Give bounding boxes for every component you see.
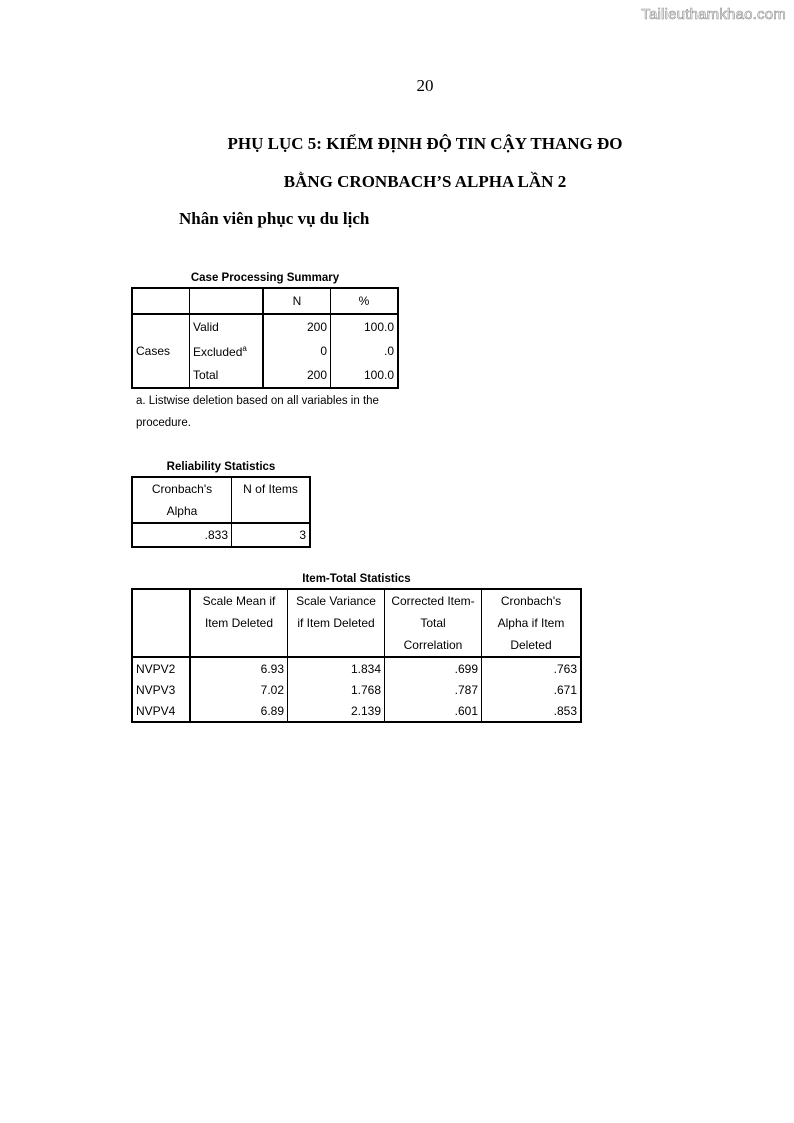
- row-percent: 100.0: [363, 320, 394, 334]
- item-label: NVPV2: [132, 657, 190, 679]
- correlation-value: .699: [385, 657, 482, 679]
- header-cronbach-alpha: [132, 477, 232, 523]
- table-row: [132, 314, 398, 339]
- cases-label: Cases: [132, 314, 190, 388]
- header-line: Item Deleted: [204, 616, 274, 630]
- page-number: 20: [416, 76, 434, 95]
- row-percent: .0: [383, 344, 394, 358]
- scale-variance-value: 1.834: [288, 657, 385, 679]
- header-line: Alpha if Item: [497, 616, 565, 630]
- heading-line-2: BẰNG CRONBACH’S ALPHA LẦN 2: [283, 172, 567, 191]
- header-n: N: [263, 288, 331, 314]
- row-label-text: Excluded: [193, 344, 243, 359]
- header-line: Cronbach's: [151, 482, 213, 496]
- row-n: 200: [263, 363, 331, 388]
- header-cell-empty: [132, 589, 190, 657]
- header-scale-variance: [288, 589, 385, 657]
- table-header-row: [132, 477, 310, 523]
- row-label: Total: [190, 363, 264, 388]
- header-line: if Item Deleted: [297, 616, 375, 630]
- header-corrected-correlation: [385, 589, 482, 657]
- footnote-marker: a: [242, 343, 247, 353]
- scale-mean-value: 6.89: [190, 700, 288, 722]
- header-cell-empty: [190, 288, 264, 314]
- table-footnote: a. Listwise deletion based on all variables in the procedure.: [136, 395, 379, 429]
- table-header-row: [132, 589, 581, 657]
- header-cell-empty: [132, 288, 190, 314]
- item-total-title: Item-Total Statistics: [302, 573, 411, 585]
- row-n: 0: [263, 339, 331, 363]
- table-header-row: [132, 288, 398, 314]
- case-processing-table: [131, 287, 399, 389]
- scale-mean-value: 7.02: [190, 679, 288, 700]
- correlation-value: .787: [385, 679, 482, 700]
- header-line: Total: [420, 616, 446, 630]
- alpha-if-deleted-value: .853: [553, 703, 577, 718]
- item-label: NVPV4: [132, 700, 190, 722]
- header-n-of-items: N of Items: [232, 477, 311, 523]
- header-scale-mean: [190, 589, 288, 657]
- header-alpha-if-deleted: [482, 589, 582, 657]
- row-n: 200: [263, 314, 331, 339]
- item-total-table: [131, 588, 582, 723]
- heading-line-1: PHỤ LỤC 5: KIỂM ĐỊNH ĐỘ TIN CẬY THANG ĐO: [227, 134, 623, 153]
- case-processing-title: Case Processing Summary: [190, 272, 340, 284]
- header-percent: %: [331, 288, 399, 314]
- table-row: [132, 657, 581, 679]
- alpha-value: .833: [132, 523, 232, 547]
- table-row: [132, 700, 581, 722]
- header-line: Correlation: [403, 638, 463, 652]
- section-subheading: Nhân viên phục vụ du lịch: [179, 209, 370, 228]
- reliability-title: Reliability Statistics: [166, 461, 276, 473]
- header-line: Scale Variance: [296, 594, 376, 608]
- scale-variance-value: 1.768: [288, 679, 385, 700]
- row-percent: 100.0: [363, 368, 394, 382]
- alpha-if-deleted-value: .763: [553, 661, 577, 676]
- table-row: [132, 523, 310, 547]
- header-line: Alpha: [166, 504, 198, 518]
- row-label: Valid: [190, 314, 264, 339]
- watermark: Tailieuthamkhao.com: [641, 6, 786, 23]
- item-label: NVPV3: [132, 679, 190, 700]
- header-line: Deleted: [510, 638, 552, 652]
- header-line: Cronbach's: [500, 594, 562, 608]
- header-line: Corrected Item-: [391, 594, 475, 608]
- n-items-value: 3: [299, 528, 306, 542]
- scale-mean-value: 6.93: [190, 657, 288, 679]
- correlation-value: .601: [385, 700, 482, 722]
- alpha-if-deleted-value: .671: [553, 682, 577, 697]
- table-row: [132, 679, 581, 700]
- header-line: Scale Mean if: [202, 594, 276, 608]
- scale-variance-value: 2.139: [288, 700, 385, 722]
- reliability-table: [131, 476, 311, 548]
- row-label: [190, 339, 264, 363]
